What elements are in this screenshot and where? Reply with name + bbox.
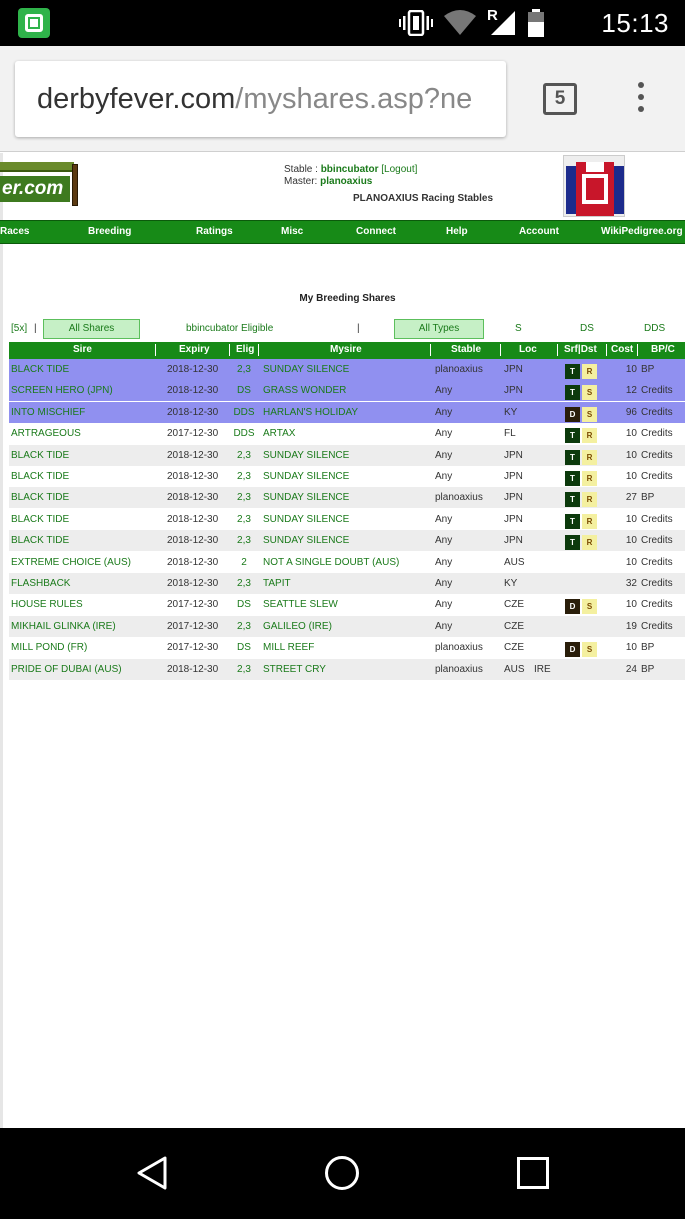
sire-link[interactable]: EXTREME CHOICE (AUS) (11, 557, 132, 568)
surface-badge: T (565, 428, 580, 443)
table-row[interactable] (9, 637, 685, 658)
app-icon (18, 8, 50, 38)
cost-cell: 10 (625, 450, 637, 461)
distance-badge: R (582, 364, 597, 379)
expiry-cell: 2017-12-30 (167, 642, 219, 653)
table-row[interactable] (9, 445, 685, 466)
stable-cell: planoaxius (435, 664, 483, 675)
stable-cell: planoaxius (435, 364, 483, 375)
table-row[interactable] (9, 509, 685, 530)
mysire-link[interactable]: SUNDAY SILENCE (263, 471, 350, 482)
col-elig[interactable]: Elig (236, 344, 255, 355)
stable-user[interactable]: bbincubator (320, 164, 379, 175)
bpc-cell: BP (641, 664, 655, 675)
table-row[interactable] (9, 594, 685, 615)
surface-badge: T (565, 364, 580, 379)
elig-cell: DS (237, 385, 251, 396)
all-types-button[interactable]: All Types (394, 319, 484, 339)
sire-link[interactable]: BLACK TIDE (11, 492, 70, 503)
cost-cell: 10 (625, 642, 637, 653)
expiry-cell: 2018-12-30 (167, 578, 219, 589)
distance-badge: S (582, 407, 597, 422)
main-nav (0, 220, 685, 244)
filter-row (11, 319, 685, 339)
nav-races[interactable]: Races (0, 226, 30, 237)
stable-cell: Any (435, 407, 453, 418)
surface-badge: T (565, 450, 580, 465)
loc-cell: JPN (504, 514, 523, 525)
nav-wikipedigree[interactable]: WikiPedigree.org (601, 226, 683, 237)
table-row[interactable] (9, 423, 685, 444)
cost-cell: 10 (625, 557, 637, 568)
nav-ratings[interactable]: Ratings (196, 226, 233, 237)
stable-cell: planoaxius (435, 492, 483, 503)
mysire-link[interactable]: SUNDAY SILENCE (263, 450, 350, 461)
cost-cell: 27 (625, 492, 637, 503)
sire-link[interactable]: ARTRAGEOUS (11, 428, 81, 439)
col-mysire[interactable]: Mysire (330, 344, 362, 355)
status-icons (399, 9, 545, 37)
stable-cell: planoaxius (435, 642, 483, 653)
elig-cell: DS (237, 642, 251, 653)
cost-cell: 10 (625, 535, 637, 546)
nav-misc[interactable]: Misc (281, 226, 304, 237)
elig-cell: 2,3 (237, 471, 251, 482)
expiry-cell: 2018-12-30 (167, 535, 219, 546)
stable-cell: Any (435, 599, 453, 610)
expiry-cell: 2018-12-30 (167, 471, 219, 482)
surface-badge: T (565, 535, 580, 550)
bpc-cell: Credits (641, 450, 673, 461)
elig-cell: DDS (233, 428, 255, 439)
sire-link[interactable]: MIKHAIL GLINKA (IRE) (11, 621, 116, 632)
type-ds-link[interactable]: DS (580, 323, 594, 334)
distance-badge: R (582, 450, 597, 465)
url-path: /myshares.asp?ne (235, 83, 473, 115)
sire-link[interactable]: MILL POND (FR) (11, 642, 88, 653)
distance-badge: S (582, 385, 597, 400)
bpc-cell: BP (641, 642, 655, 653)
stable-cell: Any (435, 578, 453, 589)
mysire-link[interactable]: HARLAN'S HOLIDAY (263, 407, 359, 418)
col-sire[interactable]: Sire (73, 344, 92, 355)
elig-cell: 2,3 (237, 492, 251, 503)
cost-cell: 10 (625, 364, 637, 375)
wifi-icon (443, 10, 477, 36)
loc-cell: KY (504, 407, 518, 418)
cost-cell: 96 (625, 407, 637, 418)
mysire-link[interactable]: GALILEO (IRE) (263, 621, 332, 632)
sire-link[interactable]: HOUSE RULES (11, 599, 83, 610)
distance-badge: R (582, 535, 597, 550)
stable-cell: Any (435, 428, 453, 439)
elig-cell: 2,3 (237, 578, 251, 589)
elig-cell: 2,3 (237, 514, 251, 525)
expiry-cell: 2018-12-30 (167, 492, 219, 503)
cost-cell: 12 (625, 385, 637, 396)
elig-cell: 2,3 (237, 450, 251, 461)
cost-cell: 32 (625, 578, 637, 589)
type-s-link[interactable]: S (515, 323, 522, 334)
col-expiry[interactable]: Expiry (179, 344, 210, 355)
col-bpc[interactable]: BP/C (651, 344, 675, 355)
distance-badge: S (582, 599, 597, 614)
mysire-link[interactable]: GRASS WONDER (263, 385, 347, 396)
stable-cell: Any (435, 514, 453, 525)
stable-cell: Any (435, 535, 453, 546)
table-row[interactable] (9, 380, 685, 401)
master-label: Master: (284, 176, 321, 187)
table-row[interactable] (9, 616, 685, 637)
loc-cell: KY (504, 578, 518, 589)
sire-link[interactable]: BLACK TIDE (11, 364, 70, 375)
surface-badge: D (565, 642, 580, 657)
expiry-cell: 2018-12-30 (167, 514, 219, 525)
distance-badge: R (582, 492, 597, 507)
bpc-cell: Credits (641, 599, 673, 610)
bpc-cell: BP (641, 364, 655, 375)
col-cost[interactable]: Cost (611, 344, 634, 355)
table-row[interactable] (9, 659, 685, 680)
logout-link[interactable]: [Logout] (381, 164, 418, 175)
loc-cell: CZE (504, 642, 524, 653)
cost-cell: 10 (625, 471, 637, 482)
table-row[interactable] (9, 530, 685, 551)
surface-badge: T (565, 471, 580, 486)
elig-cell: 2,3 (237, 364, 251, 375)
home-icon[interactable] (324, 1155, 360, 1191)
cost-cell: 10 (625, 514, 637, 525)
surface-badge: T (565, 514, 580, 529)
mysire-link[interactable]: ARTAX (263, 428, 296, 439)
nav-account[interactable]: Account (519, 226, 559, 237)
table-row[interactable] (9, 487, 685, 508)
web-page (0, 153, 685, 1128)
surface-badge: T (565, 492, 580, 507)
table-row[interactable] (9, 359, 685, 380)
filter-separator: | (34, 323, 37, 334)
android-nav-bar (0, 1128, 685, 1219)
stable-label: Stable : (284, 164, 321, 175)
mysire-link[interactable]: SUNDAY SILENCE (263, 364, 350, 375)
col-stable[interactable]: Stable (451, 344, 482, 355)
nav-connect[interactable]: Connect (356, 226, 396, 237)
loc-cell: JPN (504, 535, 523, 546)
stable-cell: Any (435, 450, 453, 461)
sire-link[interactable]: FLASHBACK (11, 578, 71, 589)
sire-link[interactable]: BLACK TIDE (11, 514, 70, 525)
loc-cell: CZE (504, 621, 524, 632)
expiry-cell: 2018-12-30 (167, 557, 219, 568)
bpc-cell: Credits (641, 471, 673, 482)
status-bar (0, 0, 685, 46)
all-shares-button[interactable]: All Shares (43, 319, 140, 339)
expiry-cell: 2017-12-30 (167, 428, 219, 439)
loc-cell: JPN (504, 492, 523, 503)
back-icon[interactable] (135, 1155, 169, 1191)
expiry-cell: 2018-12-30 (167, 450, 219, 461)
cost-cell: 24 (625, 664, 637, 675)
table-row[interactable] (9, 402, 685, 423)
loc-cell: JPN (504, 450, 523, 461)
elig-cell: 2 (241, 557, 247, 568)
bpc-cell: Credits (641, 407, 673, 418)
bpc-cell: Credits (641, 621, 673, 632)
nav-help[interactable]: Help (446, 226, 468, 237)
battery-icon (527, 9, 545, 37)
stable-cell: Any (435, 621, 453, 632)
mysire-link[interactable]: STREET CRY (263, 664, 326, 675)
stable-cell: Any (435, 471, 453, 482)
cost-cell: 19 (625, 621, 637, 632)
overflow-menu-icon[interactable] (636, 82, 646, 116)
master-user[interactable]: planoaxius (320, 176, 373, 187)
roaming-label: R (487, 7, 498, 24)
bpc-cell: Credits (641, 557, 673, 568)
elig-cell: 2,3 (237, 664, 251, 675)
sire-link[interactable]: BLACK TIDE (11, 450, 70, 461)
loc-cell: FL (504, 428, 516, 439)
stable-cell: Any (435, 385, 453, 396)
loc-cell: JPN (504, 364, 523, 375)
expiry-cell: 2018-12-30 (167, 364, 219, 375)
mysire-link[interactable]: SUNDAY SILENCE (263, 492, 350, 503)
loc2-cell: IRE (534, 664, 551, 675)
expiry-cell: 2018-12-30 (167, 385, 219, 396)
stable-cell: Any (435, 557, 453, 568)
expiry-cell: 2017-12-30 (167, 599, 219, 610)
url-text (37, 83, 472, 116)
mysire-link[interactable]: SUNDAY SILENCE (263, 535, 350, 546)
table-row[interactable] (9, 552, 685, 573)
bpc-cell: Credits (641, 385, 673, 396)
page-title: My Breeding Shares (299, 293, 396, 304)
elig-cell: 2,3 (237, 535, 251, 546)
elig-cell: DS (237, 599, 251, 610)
signal-roaming-icon (487, 7, 517, 36)
vibrate-icon (399, 10, 433, 36)
stable-name: PLANOAXIUS Racing Stables (353, 193, 494, 204)
mysire-link[interactable]: SUNDAY SILENCE (263, 514, 350, 525)
distance-badge: R (582, 471, 597, 486)
url-domain: derbyfever.com (37, 83, 236, 115)
sire-link[interactable]: SCREEN HERO (JPN) (11, 385, 113, 396)
type-dds-link[interactable]: DDS (644, 323, 666, 334)
multiplier-link[interactable]: [5x] (11, 323, 28, 334)
loc-cell: JPN (504, 385, 523, 396)
distance-badge: R (582, 514, 597, 529)
elig-cell: 2,3 (237, 621, 251, 632)
mysire-link[interactable]: MILL REEF (263, 642, 315, 653)
surface-badge: T (565, 385, 580, 400)
address-bar[interactable] (15, 61, 506, 137)
col-loc[interactable]: Loc (519, 344, 537, 355)
sire-link[interactable]: BLACK TIDE (11, 471, 70, 482)
distance-badge: R (582, 428, 597, 443)
tab-switcher-button[interactable]: 5 (543, 83, 577, 115)
nav-breeding[interactable]: Breeding (88, 226, 132, 237)
expiry-cell: 2018-12-30 (167, 407, 219, 418)
stable-info (284, 164, 417, 188)
cost-cell: 10 (625, 599, 637, 610)
table-row[interactable] (9, 573, 685, 594)
mysire-link[interactable]: NOT A SINGLE DOUBT (AUS) (263, 557, 400, 568)
sire-link[interactable]: INTO MISCHIEF (11, 407, 86, 418)
sire-link[interactable]: PRIDE OF DUBAI (AUS) (11, 664, 122, 675)
loc-cell: AUS (504, 664, 525, 675)
col-srf-dst[interactable]: Srf|Dst (564, 344, 597, 355)
bpc-cell: BP (641, 492, 655, 503)
bpc-cell: Credits (641, 514, 673, 525)
distance-badge: S (582, 642, 597, 657)
sire-link[interactable]: BLACK TIDE (11, 535, 70, 546)
mysire-link[interactable]: SEATTLE SLEW (263, 599, 338, 610)
logo-text: er.com (0, 176, 70, 202)
table-header (9, 342, 685, 359)
surface-badge: D (565, 599, 580, 614)
loc-cell: JPN (504, 471, 523, 482)
loc-cell: AUS (504, 557, 525, 568)
eligible-filter-link[interactable]: bbincubator Eligible (186, 323, 274, 334)
table-row[interactable] (9, 466, 685, 487)
expiry-cell: 2018-12-30 (167, 664, 219, 675)
bpc-cell: Credits (641, 535, 673, 546)
loc-cell: CZE (504, 599, 524, 610)
bpc-cell: Credits (641, 428, 673, 439)
racing-silks-image (563, 155, 625, 217)
expiry-cell: 2017-12-30 (167, 621, 219, 632)
surface-badge: D (565, 407, 580, 422)
browser-toolbar (0, 46, 685, 152)
filter-separator: | (357, 323, 360, 334)
recents-icon[interactable] (516, 1156, 550, 1190)
cost-cell: 10 (625, 428, 637, 439)
mysire-link[interactable]: TAPIT (263, 578, 291, 589)
bpc-cell: Credits (641, 578, 673, 589)
elig-cell: DDS (233, 407, 255, 418)
clock: 15:13 (601, 8, 669, 38)
site-logo[interactable] (0, 160, 80, 208)
